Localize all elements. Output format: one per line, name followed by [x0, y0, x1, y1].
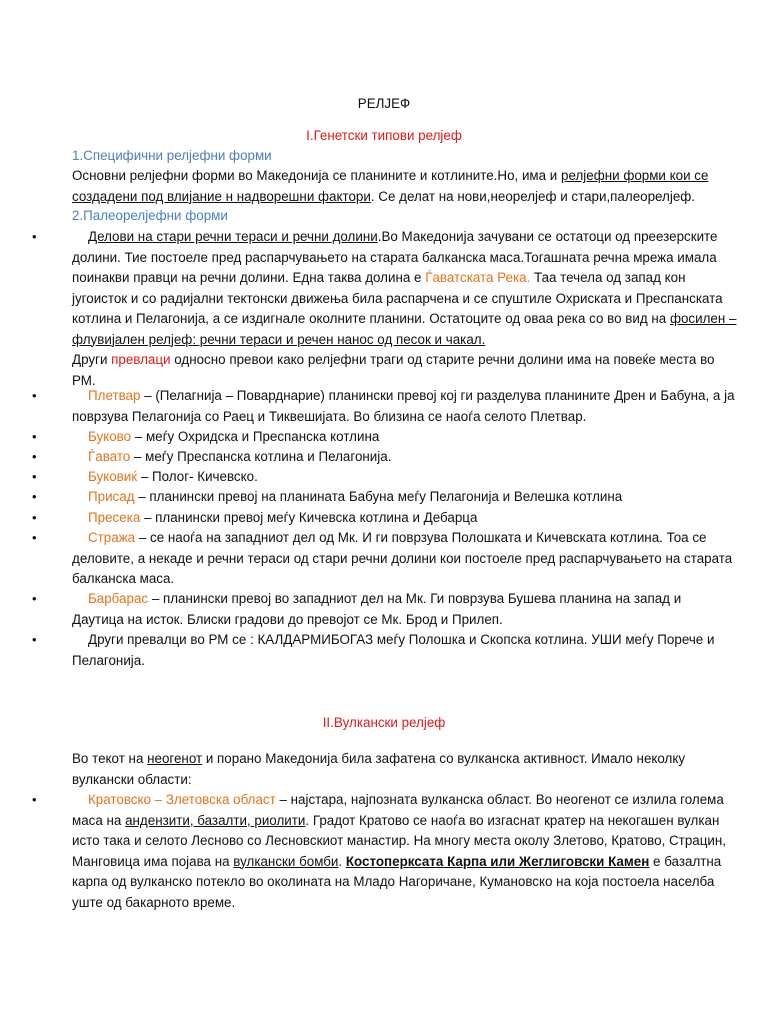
list-item-pass: Буково – меѓу Охридска и Преспанска котлина [88, 429, 380, 444]
list-item-river-terraces: Делови на стари речни тераси и речни долини.Во Македонија зачувани се остатоци од преезерските долини. Тие постоеле пред распарчувањето на старата балканска маса.Тогашната речна мрежа имала поинакви правци на речни долини. Една таква долина е Ѓаватската Река. Таа течела од запад кон југоисток и со радијални тектонски движења била распарчена и се спуштиле Охриската и Преспанската котлина и Пелагонија, а се издигнале околните планини. Остатоците од оваа река со во вид на фосилен – флувијален релјеф: речни тераси и речен нанос од песок и чакал. Други превлаци односно превои како релјефни траги од старите речни долини има на повеќе места во РМ. [72, 229, 737, 388]
list-item-pass: Стража – се наоѓа на западниот дел од Мк. И ги поврзува Полошката и Кичевската котлина. Тоа се деловите, а некаде и речни тераси од стари речни долини кои постоеле пред распарчувањето на старата балканска маса. [72, 530, 733, 586]
bullet-icon: • [32, 429, 37, 444]
bullet-icon: • [32, 229, 37, 244]
list-item-pass: Пресека – планински превој меѓу Кичевска котлина и Дебарца [88, 510, 478, 525]
paragraph-volcanic-intro: Во текот на неогенот и порано Македонија била зафатена со вулканска активност. Имало неколку вулкански области: [72, 751, 686, 787]
bullet-icon: • [32, 449, 37, 464]
bullet-icon: • [32, 632, 37, 647]
list-item-kratovo-zletovo: Кратовско – Злетовска област – најстара, најпозната вулканска област. Во неогенот се излила голема маса на андензити, базалти, риолити. Градот Кратово се наоѓа во изгаснат кратер на некогашен вулкан исто така и селото Лесново со Лесновскиот манастир. На многу места околу Злетово, Кратово, Страцин, Манговица има појава на вулкански бомби. Костоперксата Карпа или Жеглиговски Камен е базалтна карпа од вулканско потекло во околината на Младо Нагоричане, Кумановско на која постоела населба уште од бакарното време. [72, 792, 726, 910]
subheading-specific-forms: 1.Специфични релјефни форми [72, 148, 272, 163]
bullet-icon: • [32, 530, 37, 545]
list-item-pass: Плетвар – (Пелагнија – Поварднарие) планински превој кој ги разделува планините Дрен и Бабуна, а ја поврзува Пелагонија со Раец и Тиквешијата. Во близина се наоѓа селото Плетвар. [72, 388, 735, 424]
list-item-pass: Барбарас – планински превој во западниот дел на Мк. Ги поврзува Бушева планина на запад и Даутица на исток. Блиски градови до превојот се Мк. Брод и Прилеп. [72, 591, 682, 627]
paragraph-basic-forms: Основни релјефни форми во Македонија се планините и котлините.Но, има и релјефни форми кои се создадени под влијание н надворешни фактори. Се делат на нови,неорелјеф и стари,палеорелјеф. [72, 168, 709, 204]
section1-heading: I.Генетски типови релјеф [306, 128, 462, 143]
bullet-icon: • [32, 469, 37, 484]
subheading-paleo-forms: 2.Палеорелјефни форми [72, 208, 228, 223]
list-item-pass: Присад – планински превој на планината Бабуна меѓу Пелагонија и Велешка котлина [88, 489, 623, 504]
bullet-icon: • [32, 591, 37, 606]
bullet-icon: • [32, 388, 37, 403]
list-item-pass: Буковиќ – Полог- Кичевско. [88, 469, 258, 484]
list-item-other-passes: Други превалци во РМ се : КАЛДАРМИБОГАЗ меѓу Полошка и Скопска котлина. УШИ меѓу Порече и Пелагонија. [72, 632, 715, 668]
list-item-pass: Ѓавато – меѓу Преспанска котлина и Пелагонија. [88, 449, 392, 464]
document-title: РЕЛЈЕФ [357, 96, 411, 111]
bullet-icon: • [32, 510, 37, 525]
bullet-icon: • [32, 489, 37, 504]
section2-heading: II.Вулкански релјеф [322, 715, 446, 730]
bullet-icon: • [32, 792, 37, 807]
